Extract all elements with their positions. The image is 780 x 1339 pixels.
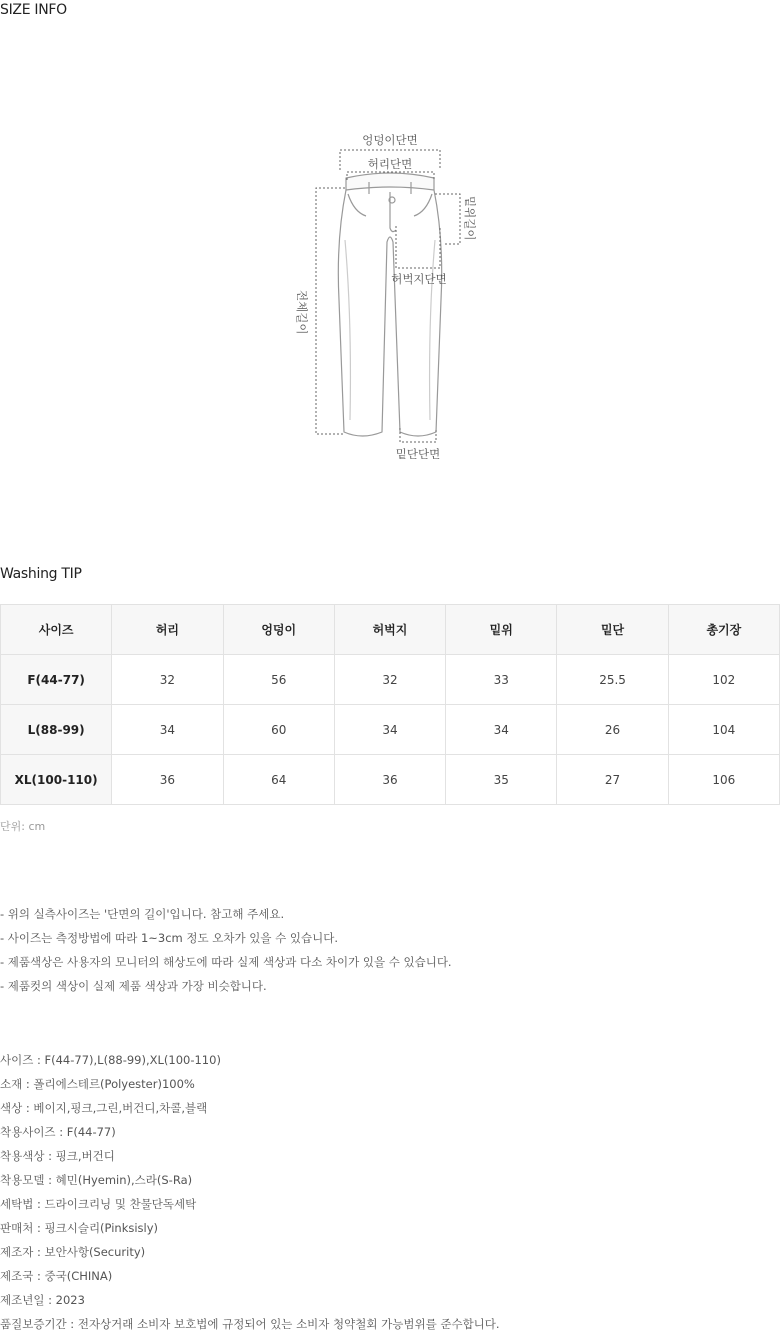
table-cell: 34 <box>334 705 445 755</box>
table-cell: 64 <box>223 755 334 805</box>
table-cell: 33 <box>446 655 557 705</box>
spec-item: 판매처 : 핑크시슬리(Pinksisly) <box>0 1221 159 1235</box>
spec-item: 착용사이즈 : F(44-77) <box>0 1125 116 1139</box>
header-cell: 총기장 <box>668 605 779 655</box>
table-cell: 34 <box>112 705 223 755</box>
header-cell: 밑위 <box>446 605 557 655</box>
table-row <box>1 705 780 755</box>
rise-label: 밑위길이 <box>463 196 477 241</box>
spec-item: 색상 : 베이지,핑크,그린,버건디,차콜,블랙 <box>0 1101 208 1115</box>
header-cell: 허벅지 <box>334 605 445 655</box>
table-cell: 25.5 <box>557 655 668 705</box>
table-cell: 27 <box>557 755 668 805</box>
table-cell: 32 <box>334 655 445 705</box>
thigh-label: 허벅지단면 <box>391 272 447 286</box>
table-cell: 60 <box>223 705 334 755</box>
spec-item: 소재 : 폴리에스테르(Polyester)100% <box>0 1077 195 1091</box>
table-header-row <box>1 605 780 655</box>
pants-outline-illustration <box>338 173 441 436</box>
table-cell: 104 <box>668 705 779 755</box>
spec-item: 제조년일 : 2023 <box>0 1293 85 1307</box>
table-cell: 34 <box>446 705 557 755</box>
spec-item: 제조자 : 보안사항(Security) <box>0 1245 146 1259</box>
note-item: - 위의 실측사이즈는 '단면의 길이'입니다. 참고해 주세요. <box>0 907 285 921</box>
size-cell: L(88-99) <box>1 705 112 755</box>
table-cell: 36 <box>112 755 223 805</box>
size-cell: F(44-77) <box>1 655 112 705</box>
header-cell: 허리 <box>112 605 223 655</box>
spec-item: 제조국 : 중국(CHINA) <box>0 1269 113 1283</box>
header-cell: 밑단 <box>557 605 668 655</box>
note-item: - 사이즈는 측정방법에 따라 1~3cm 정도 오차가 있을 수 있습니다. <box>0 931 339 945</box>
table-cell: 56 <box>223 655 334 705</box>
table-row <box>1 655 780 705</box>
hip-label: 엉덩이단면 <box>362 133 418 147</box>
header-cell: 엉덩이 <box>223 605 334 655</box>
table-cell: 102 <box>668 655 779 705</box>
waist-label: 허리단면 <box>367 157 413 171</box>
spec-item: 품질보증기간 : 전자상거래 소비자 보호법에 규정되어 있는 소비자 청약철회 가능범위를 준수합니다. <box>0 1317 500 1331</box>
table-cell: 26 <box>557 705 668 755</box>
table-cell: 106 <box>668 755 779 805</box>
total-length-label: 전체길이 <box>295 290 309 335</box>
spec-item: 사이즈 : F(44-77),L(88-99),XL(100-110) <box>0 1053 221 1067</box>
measure-guides <box>316 150 460 442</box>
table-cell: 32 <box>112 655 223 705</box>
spec-item: 세탁법 : 드라이크리닝 및 찬물단독세탁 <box>0 1197 197 1211</box>
header-cell: 사이즈 <box>1 605 112 655</box>
size-notes <box>0 905 452 1001</box>
table-cell: 35 <box>446 755 557 805</box>
pants-size-diagram <box>0 120 780 470</box>
unit-note: 단위: cm <box>0 820 46 833</box>
table-row <box>1 755 780 805</box>
size-info-title: SIZE INFO <box>0 2 67 18</box>
note-item: - 제품색상은 사용자의 모니터의 해상도에 따라 실제 색상과 다소 차이가 있을 수 있습니다. <box>0 955 452 969</box>
product-specs <box>0 1051 500 1339</box>
size-cell: XL(100-110) <box>1 755 112 805</box>
hem-label: 밑단단면 <box>395 447 441 461</box>
spec-item: 착용모델 : 혜민(Hyemin),스라(S-Ra) <box>0 1173 193 1187</box>
note-item: - 제품컷의 색상이 실제 제품 색상과 가장 비슷합니다. <box>0 979 267 993</box>
spec-item: 착용색상 : 핑크,버건디 <box>0 1149 115 1163</box>
size-table <box>0 604 780 805</box>
washing-tip-title: Washing TIP <box>0 566 82 582</box>
table-cell: 36 <box>334 755 445 805</box>
